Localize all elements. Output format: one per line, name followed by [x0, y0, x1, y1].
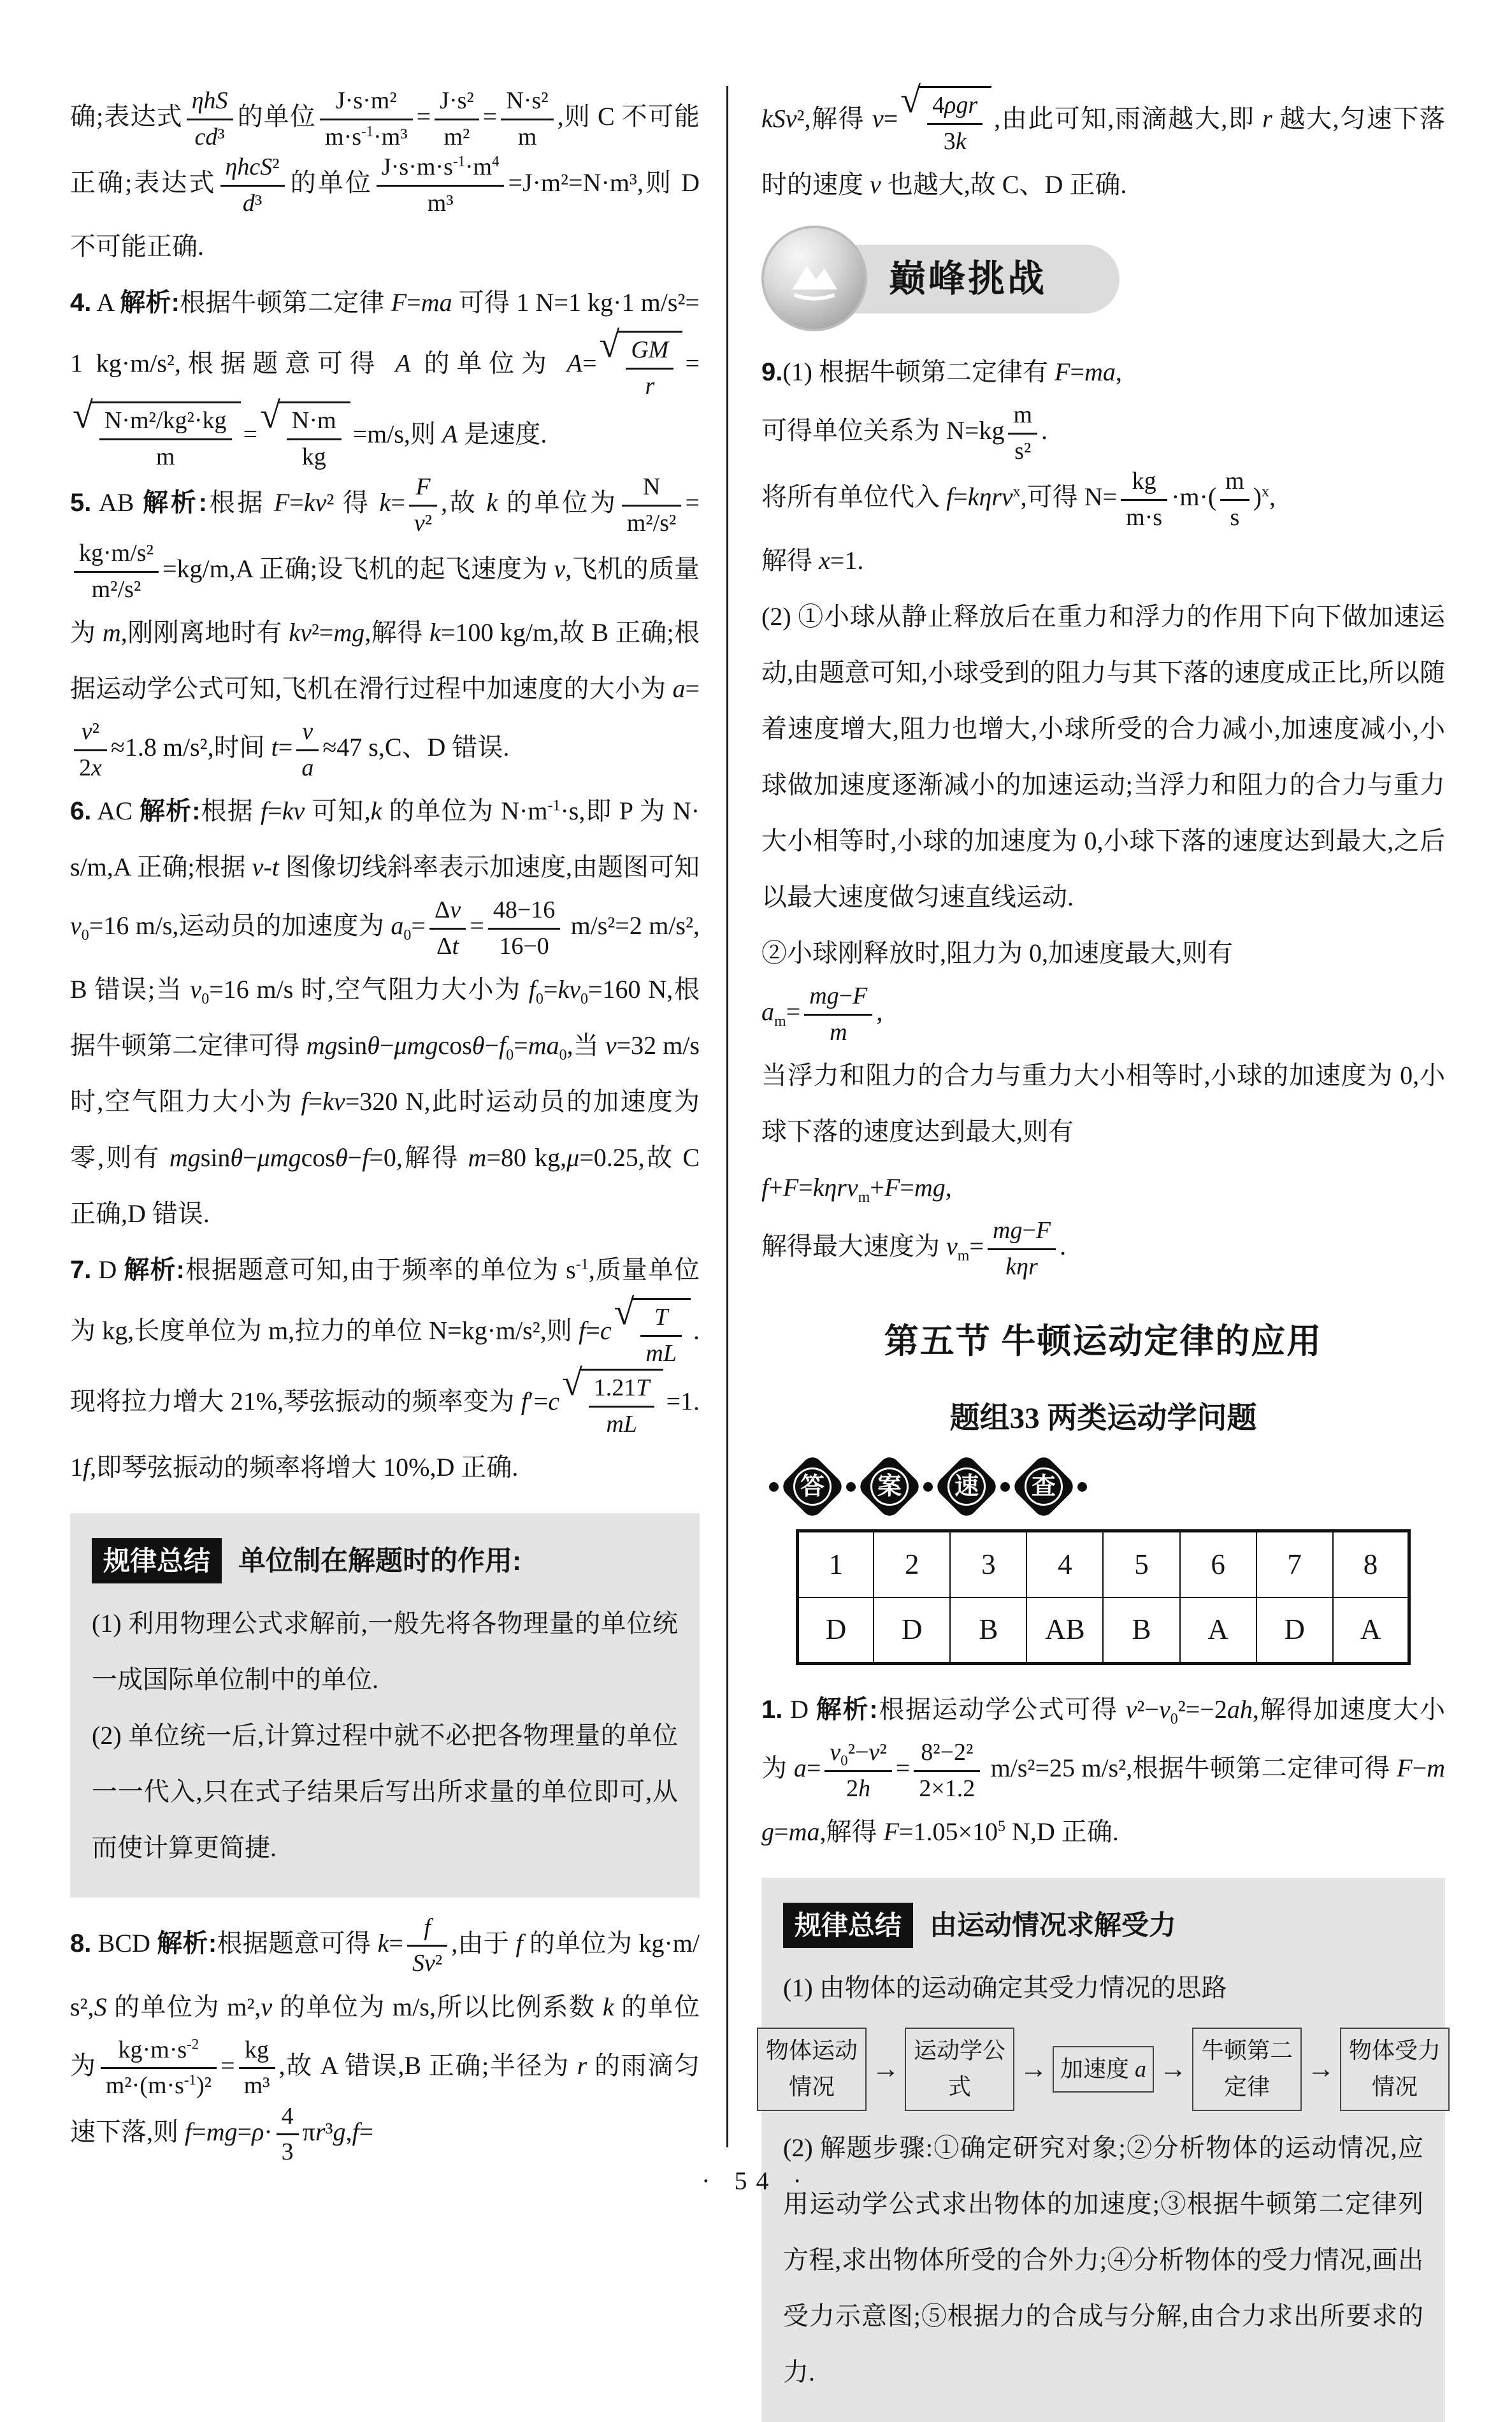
lookup-char: 案	[877, 1473, 902, 1501]
separator-dot	[1000, 1482, 1010, 1492]
answer-number-row	[797, 1531, 1409, 1597]
arrow-right-icon: →	[1307, 2053, 1336, 2085]
answer-lookup-badges	[761, 1463, 1445, 1510]
rule-summary-head	[92, 1531, 678, 1592]
paragraph: 解得最大速度为 $v_m=$ $\frac{mg-F}{\text{kηr}}$ .	[761, 1216, 1445, 1282]
lookup-diamond-badge	[1011, 1453, 1077, 1520]
fraction: $\frac{\text{N·s²}}{m}$	[501, 86, 553, 152]
answer-value-cell: D	[1256, 1597, 1333, 1664]
radical: √ $\frac{N\cdot m}{kg}$	[260, 401, 350, 472]
lookup-char: 查	[1031, 1473, 1056, 1501]
rule-item: (2) 单位统一后,计算过程中就不必把各物理量的单位一一代入,只在式子结果后写出所求量的单位即可,从而使计算更简捷.	[92, 1720, 678, 1862]
flow-step: 加速度 a	[1053, 2046, 1154, 2093]
answer-number-cell: 3	[950, 1531, 1026, 1597]
answer-number-cell: 2	[874, 1531, 950, 1597]
rule-summary-box	[761, 1878, 1445, 2422]
radical: √ $\frac{GM}{r}$	[600, 331, 683, 401]
rule-summary-title: 单位制在解题时的作用:	[238, 1546, 522, 1576]
paragraph: 1. D 解析:根据运动学公式可得 $v^2-v_0^2=-2ah$,解得加速度大小为 a= $\frac{v_0^2-v^2}{2h}$ = $\frac{\text{8²−2²}}{2\times 1.2}$ m/s²=25 m/s²,根据牛顿第二定律可得 F−mg=ma,解得 $F=1.05\times 10^5$ N,D 正确.	[761, 1695, 1446, 1847]
answer-value-cell: AB	[1026, 1597, 1103, 1664]
rule-item: (2) 解题步骤:①确定研究对象;②分析物体的运动情况,应用运动学公式求出物体的加速度;③根据牛顿第二定律列方程,求出物体所受的合外力;④分析物体的受力情况,画出受力示意图;⑤根据力的合成与分解,由合力求出所要求的力.	[783, 2133, 1423, 2386]
flow-step: 物体受力情况	[1340, 2028, 1450, 2111]
fraction: $\frac{kg}{\text{m³}}$	[239, 2035, 275, 2101]
fraction: $\frac{N\cdot m}{kg}$	[287, 406, 342, 472]
flow-step: 物体运动情况	[757, 2028, 867, 2111]
fraction: $\frac{\text{v²}}{2x}$	[74, 717, 107, 783]
answer-table	[796, 1529, 1411, 1665]
fraction: $\frac{\text{ηhS}}{\text{cd³}}$	[187, 86, 233, 152]
paragraph: 5. AB 解析:根据 F=kv² 得 k= $\frac{F}{\text{v²}}$ ,故 k 的单位为 $\frac{N}{\text{m²/s²}}$ = $\frac{\text{kg·m/s²}}{\text{m²/s²}}$ =kg/m,A 正确;设飞机的起飞速度为 v,飞机的质量为 m,刚刚离地时有 kv²=mg,解得 k=100 kg/m,故 B 正确;根据运动学公式可知,飞机在滑行过程中加速度的大小为 a= $\frac{\text{v²}}{2x}$ ≈1.8 m/s²,时间 t= $\frac{v}{a}$ ≈47 s,C、D 错误.	[70, 472, 700, 783]
answer-value-cell: A	[1333, 1597, 1409, 1664]
answer-number-cell: 1	[797, 1531, 874, 1597]
lookup-char: 速	[954, 1473, 979, 1501]
fraction: $\frac{\text{kg·m/s²}}{\text{m²/s²}}$	[74, 538, 159, 605]
paragraph: 6. AC 解析:根据 f=kv 可知,k 的单位为 $N\cdot m^{-1}\cdot s$,即 P 为 N·s/m,A 正确;根据 v-t 图像切线斜率表示加速度,由题图可知 $v_0=16$ m/s,运动员的加速度为 $a_0=$ $\frac{\Delta v}{\Delta t}$ = $\frac{48-16}{16-0}$ m/s²=2 m/s²,B 错误;当 $v_0=16$ m/s 时,空气阻力大小为 $f_0=kv_0=160$ N,根据牛顿第二定律可得 $mgsin\theta-\mu mgcos\theta-f_0=ma_0$,当 v=32 m/s 时,空气阻力大小为 f=kv=320 N,此时运动员的加速度为零,则有 mgsinθ−μmgcosθ−f=0,解得 m=80 kg,μ=0.25,故 C 正确,D 错误.	[70, 797, 700, 1228]
page-number: · 54 ·	[702, 2166, 810, 2195]
paragraph: (2) ①小球从静止释放后在重力和浮力的作用下向下做加速运动,由题意可知,小球受到的阻力与其下落的速度成正比,所以随着速度增大,阻力也增大,小球所受的合力减小,加速度减小,小球做加速度逐渐减小的加速运动;当浮力和阻力的合力与重力大小相等时,小球的加速度为 0,小球下落的速度达到最大,之后以最大速度做匀速直线运动.	[761, 602, 1445, 911]
paragraph: 将所有单位代入 f=kηrv$^x$,可得 N= $\frac{kg}{m\cdot s}$ ·m·( $\frac{m}{s}$ )$^x$,	[761, 466, 1445, 533]
answer-value-cell: D	[797, 1597, 874, 1664]
answer-value-cell: B	[950, 1597, 1026, 1664]
rule-summary-label: 规律总结	[92, 1538, 222, 1583]
fraction: $\frac{kg}{m\cdot s}$	[1121, 466, 1167, 533]
answer-number-cell: 7	[1256, 1531, 1333, 1597]
separator-dot	[923, 1482, 933, 1492]
rule-summary-title: 由运动情况求解受力	[930, 1910, 1177, 1942]
fraction: $\frac{\text{N·m²/kg²·kg}}{m}$	[99, 406, 232, 472]
answer-value-cell: A	[1180, 1597, 1256, 1664]
fraction: $\frac{\text{8²−2²}}{2\times 1.2}$	[914, 1738, 980, 1804]
fraction: $\frac{T}{mL}$	[640, 1302, 682, 1369]
paragraph: 7. D 解析:根据题意可知,由于频率的单位为 $s^{-1}$,质量单位为 kg,长度单位为 m,拉力的单位 N=kg·m/s²,则 f=c √ $\frac{T}{mL}$ . 现将拉力增大 21%,琴弦振动的频率变为 f′=c √ $\frac{1.21T}{mL}$ =1.1f,即琴弦振动的频率将增大 10%,D 正确.	[70, 1255, 700, 1481]
lookup-diamond-badge	[856, 1453, 923, 1520]
paragraph: 当浮力和阻力的合力与重力大小相等时,小球的加速度为 0,小球下落的速度达到最大,则有	[761, 1061, 1445, 1146]
separator-dot	[1077, 1482, 1087, 1492]
paragraph: 解得 x=1.	[761, 546, 864, 575]
separator-dot	[769, 1482, 779, 1492]
lookup-diamond-badge	[779, 1453, 846, 1520]
fraction: $\frac{4}{3}$	[277, 2101, 299, 2168]
arrow-right-icon: →	[1019, 2053, 1048, 2085]
paragraph: ②小球刚释放时,阻力为 0,加速度最大,则有	[761, 939, 1233, 967]
diamond-ring	[947, 1467, 986, 1506]
challenge-badge	[761, 226, 1445, 335]
fraction: $\frac{N}{\text{m²/s²}}$	[622, 472, 682, 538]
answer-value-cell: D	[874, 1597, 950, 1664]
fraction: $\frac{m}{\text{s²}}$	[1008, 400, 1037, 466]
fraction: $\frac{\text{J·s²}}{\text{m²}}$	[435, 86, 479, 152]
fraction: $\frac{f}{\text{Sv²}}$	[407, 1913, 447, 1979]
fraction: $\frac{kg\cdot m\cdot s^{-2}}{m^2\cdot(m\cdot s^{-1})^2}$	[101, 2035, 217, 2101]
section-title: 第五节 牛顿运动定律的应用	[884, 1322, 1323, 1360]
answer-number-cell: 5	[1103, 1531, 1179, 1597]
diamond-ring	[1025, 1467, 1063, 1506]
fraction: $\frac{48-16}{16-0}$	[488, 895, 560, 962]
flow-step: 牛顿第二定律	[1192, 2028, 1302, 2111]
fraction: $\frac{m}{s}$	[1220, 466, 1249, 533]
left-column	[70, 86, 726, 2242]
answer-value-row	[797, 1597, 1409, 1664]
answer-number-cell: 4	[1026, 1531, 1103, 1597]
diamond-ring	[870, 1467, 909, 1506]
radical: √ $\frac{1.21T}{mL}$	[562, 1369, 663, 1439]
fraction: $\frac{\text{J·s·m²}}{m\cdot s^{-1}\cdot m^3}$	[320, 86, 413, 152]
rule-summary-label: 规律总结	[783, 1903, 913, 1948]
rule-item: (1) 利用物理公式求解前,一般先将各物理量的单位统一成国际单位制中的单位.	[92, 1608, 678, 1694]
fraction: $\frac{mg-F}{\text{kηr}}$	[988, 1216, 1056, 1282]
lookup-diamond-badge	[933, 1453, 1000, 1520]
paragraph: 9.(1) 根据牛顿第二定律有 F=ma,	[761, 357, 1122, 386]
radical: √ $\frac{\text{4ρgr}}{3k}$	[900, 86, 991, 157]
mountain-icon	[785, 249, 844, 308]
paragraph: f+F=kηrv$_m$+F=mg,	[761, 1173, 952, 1206]
fraction: $\frac{\text{ηhcS²}}{\text{d³}}$	[220, 152, 285, 219]
diamond-ring	[793, 1467, 832, 1506]
topic-group-title: 题组33 两类运动学问题	[949, 1401, 1257, 1435]
rule-summary-box	[70, 1513, 700, 1898]
fraction: $\frac{F}{\text{v²}}$	[409, 472, 437, 538]
rule-summary-head	[783, 1896, 1423, 1956]
right-column	[728, 79, 1446, 2386]
solution-flowchart	[765, 2028, 1441, 2111]
rule-item: (1) 由物体的运动确定其受力情况的思路	[783, 1973, 1227, 2002]
fraction: $\frac{1.21T}{mL}$	[589, 1373, 655, 1439]
radical: √ $\frac{T}{mL}$	[614, 1298, 691, 1369]
fraction: $\frac{mg-F}{m}$	[804, 981, 872, 1048]
flow-step: 运动学公式	[905, 2028, 1014, 2111]
separator-dot	[846, 1482, 856, 1492]
answer-number-cell: 8	[1333, 1531, 1409, 1597]
fraction: $\frac{J\cdot s\cdot m\cdot s^{-1}\cdot m^4}{\text{m³}}$	[377, 152, 505, 219]
fraction: $\frac{\Delta v}{\Delta t}$	[429, 895, 466, 962]
challenge-circle-icon	[761, 226, 867, 331]
paragraph: $a_m=$ $\frac{mg-F}{m}$ ,	[761, 981, 1445, 1048]
paragraph: 确;表达式 $\frac{\text{ηhS}}{\text{cd³}}$ 的单位 $\frac{\text{J·s·m²}}{m\cdot s^{-1}\cdot m^3}$ = $\frac{\text{J·s²}}{\text{m²}}$ = $\frac{\text{N·s²}}{m}$ ,则 C 不可能正确;表达式 $\frac{\text{ηhcS²}}{\text{d³}}$ 的单位 $\frac{J\cdot s\cdot m\cdot s^{-1}\cdot m^4}{\text{m³}}$ =J·m²=N·m³,则 D 不可能正确.	[70, 87, 700, 261]
arrow-right-icon: →	[872, 2053, 900, 2085]
paragraph: 可得单位关系为 N=kg $\frac{m}{\text{s²}}$ .	[761, 400, 1445, 466]
radical: √ $\frac{\text{N·m²/kg²·kg}}{m}$	[73, 401, 241, 472]
challenge-label: 巅峰挑战	[889, 258, 1048, 300]
paragraph: 4. A 解析:根据牛顿第二定律 F=ma 可得 1 N=1 kg·1 m/s²=1 kg·m/s²,根据题意可得 A 的单位为 A= √ $\frac{GM}{r}$ = √ $\frac{\text{N·m²/kg²·kg}}{m}$ = √ $\frac{N\cdot m}{kg}$ =m/s,则 A 是速度.	[70, 275, 700, 472]
answer-value-cell: B	[1103, 1597, 1179, 1664]
fraction: $\frac{\text{4ρgr}}{3k}$	[927, 90, 983, 157]
paragraph: 8. BCD 解析:根据题意可得 k= $\frac{f}{\text{Sv²}}$ ,由于 f 的单位为 kg·m/s²,S 的单位为 m²,v 的单位为 m/s,所以比例系数 k 的单位为 $\frac{kg\cdot m\cdot s^{-2}}{m^2\cdot(m\cdot s^{-1})^2}$ = $\frac{kg}{\text{m³}}$ ,故 A 错误,B 正确;半径为 r 的雨滴匀速下落,则 f=mg=ρ· $\frac{4}{3}$ πr³g,f=	[70, 1913, 700, 2168]
fraction: $\frac{v}{a}$	[296, 717, 319, 783]
answer-number-cell: 6	[1180, 1531, 1256, 1597]
arrow-right-icon: →	[1159, 2053, 1188, 2085]
fraction: $\frac{v_0^2-v^2}{2h}$	[824, 1738, 891, 1804]
lookup-char: 答	[800, 1473, 824, 1501]
fraction: $\frac{GM}{r}$	[626, 335, 673, 401]
paragraph: kSv²,解得 v= √ $\frac{\text{4ρgr}}{3k}$ ,由此可知,雨滴越大,即 r 越大,匀速下落时的速度 v 也越大,故 C、D 正确.	[761, 79, 1446, 199]
